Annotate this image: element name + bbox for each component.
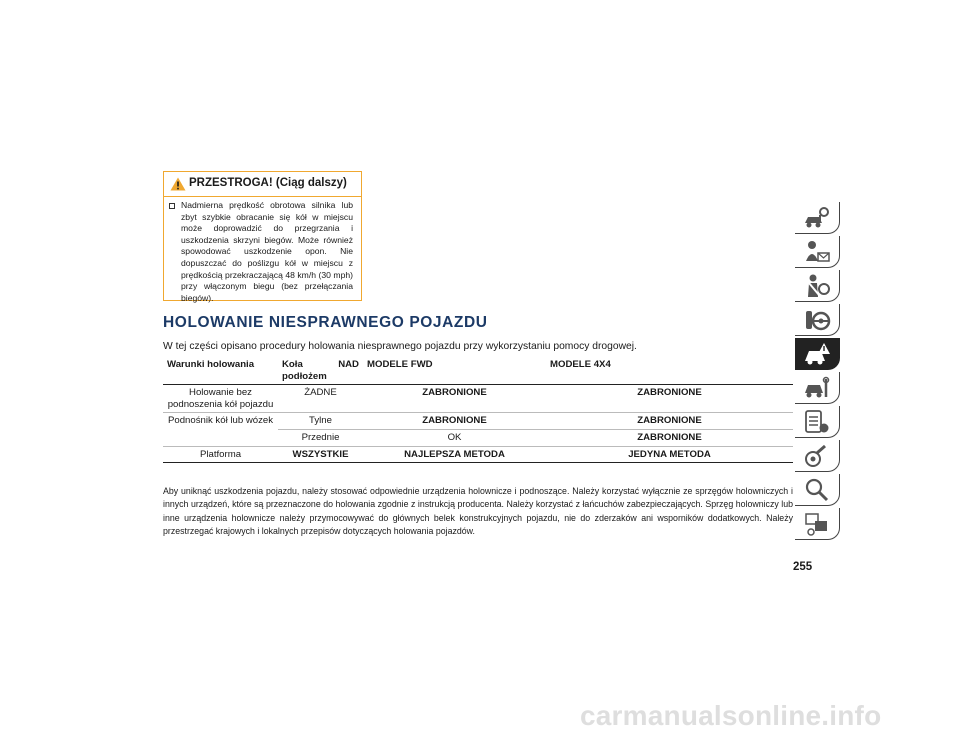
- cell-4x4: ZABRONIONE: [546, 429, 793, 446]
- header-wheels-label: Koła: [282, 359, 303, 370]
- towing-note: Aby uniknąć uszkodzenia pojazdu, należy stosować odpowiednie urządzenia holownicze i podnoszące. Należy korzystać wyłącznie ze sprzęgów holowniczych i innych urządzeń, które są przeznaczone do holowania zgodnie z instrukcją producenta. Należy korzystać z łańcuchów zabezpieczających. Sprzęg holowniczy lub inne urządzenia holownicze należy przymocowywać do głównych belek konstrukcyjnych pojazdu, nie do zderzaków ani wsporników dodatkowych. Należy przestrzegać krajowych i lokalnych przepisów dotyczących holowania pojazdów.: [163, 486, 793, 536]
- wrench-tools-icon: [803, 443, 831, 469]
- towing-table: [163, 357, 793, 463]
- cell-4x4: ZABRONIONE: [546, 413, 793, 430]
- car-warning-icon: [803, 341, 831, 367]
- cell-wheels: WSZYSTKIE: [278, 446, 363, 463]
- car-key-icon: [803, 205, 831, 231]
- cell-wheels: Tylne: [278, 413, 363, 430]
- tab-safety[interactable]: [795, 270, 840, 302]
- seatbelt-person-icon: [803, 273, 831, 299]
- car-service-icon: [803, 375, 831, 401]
- caution-body: [169, 200, 353, 304]
- cell-condition: Holowanie bez podnoszenia kół pojazdu: [163, 385, 278, 413]
- tab-tools[interactable]: [795, 440, 840, 472]
- header-wheels-nad: NAD: [338, 359, 359, 370]
- caution-header: [164, 172, 361, 197]
- tab-specifications[interactable]: [795, 406, 840, 438]
- tab-driver[interactable]: [795, 236, 840, 268]
- driver-envelope-icon: [803, 239, 831, 265]
- table-row: [163, 446, 793, 463]
- cell-fwd: OK: [363, 429, 546, 446]
- tab-service[interactable]: [795, 372, 840, 404]
- language-icon: [803, 511, 831, 537]
- tab-car-key[interactable]: [795, 202, 840, 234]
- cell-4x4: ZABRONIONE: [546, 385, 793, 413]
- section-title: HOLOWANIE NIESPRAWNEGO POJAZDU: [163, 314, 488, 331]
- header-wheels-ground: podłożem: [282, 370, 327, 382]
- cell-wheels: ŻADNE: [278, 385, 363, 413]
- cell-condition: Platforma: [163, 446, 278, 463]
- cell-wheels: Przednie: [278, 429, 363, 446]
- page-number: 255: [793, 561, 813, 573]
- header-wheels: [278, 357, 363, 385]
- caution-text: Nadmierna prędkość obrotowa silnika lub zbyt szybkie obracanie się kół w miejscu może doprowadzić do przegrzania i uszkodzenia skrzyni biegów. Może również spowodować uszkodzenie opon. Nie dopuszczać do poślizgu kół w miejscu z prędkością przekraczającą 48 km/h (30 mph) przy włączonym biegu (bez przełączania biegów).: [181, 200, 353, 303]
- bullet-square-icon: [169, 203, 175, 209]
- tab-index[interactable]: [795, 474, 840, 506]
- header-4x4: MODELE 4X4: [546, 357, 793, 385]
- caution-title: PRZESTROGA! (Ciąg dalszy): [189, 177, 347, 189]
- header-conditions: Warunki holowania: [163, 357, 278, 385]
- header-fwd: MODELE FWD: [363, 357, 546, 385]
- tab-languages[interactable]: [795, 508, 840, 540]
- caution-box: [163, 171, 362, 301]
- section-intro: W tej części opisano procedury holowania niesprawnego pojazdu przy wykorzystaniu pomocy drogowej.: [163, 341, 637, 352]
- table-row: [163, 413, 793, 430]
- tab-driving[interactable]: [795, 304, 840, 336]
- table-header-row: [163, 357, 793, 385]
- magnifier-icon: [803, 477, 831, 503]
- table-row: [163, 385, 793, 413]
- cell-condition: Podnośnik kół lub wózek: [163, 413, 278, 446]
- cell-4x4: JEDYNA METODA: [546, 446, 793, 463]
- watermark: carmanualsonline.info: [580, 700, 882, 731]
- cell-fwd: ZABRONIONE: [363, 385, 546, 413]
- warning-triangle-icon: [170, 177, 186, 191]
- steering-wheel-icon: [803, 307, 831, 333]
- cell-fwd: ZABRONIONE: [363, 413, 546, 430]
- checklist-icon: [803, 409, 831, 435]
- tab-emergency[interactable]: [795, 338, 840, 370]
- cell-fwd: NAJLEPSZA METODA: [363, 446, 546, 463]
